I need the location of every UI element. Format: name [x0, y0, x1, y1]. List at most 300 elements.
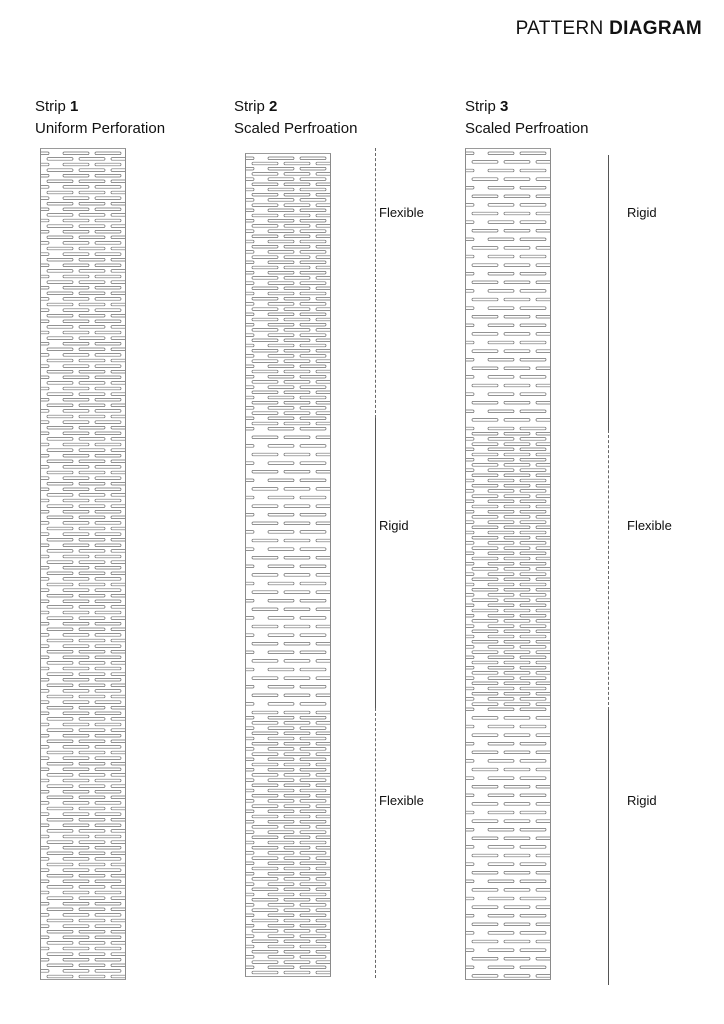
perforation-slot — [466, 573, 474, 576]
perforation-slot — [316, 591, 330, 594]
perforation-slot — [520, 552, 546, 555]
perforation-slot — [316, 422, 330, 425]
perforation-slot — [252, 930, 278, 933]
perforation-slot — [536, 640, 550, 643]
perforation-slot — [47, 303, 73, 306]
strip-3-zone-2-label: Flexible — [627, 518, 672, 533]
perforation-slot — [63, 242, 89, 245]
perforation-slot — [79, 830, 105, 833]
perforation-slot — [47, 740, 73, 743]
perforation-slot — [47, 774, 73, 777]
perforation-slot — [520, 152, 546, 155]
perforation-slot — [472, 692, 498, 695]
perforation-slot — [504, 384, 530, 387]
perforation-slot — [63, 275, 89, 278]
perforation-slot — [488, 562, 514, 565]
perforation-slot — [41, 947, 49, 950]
perforation-slot — [300, 355, 326, 358]
perforation-slot — [488, 625, 514, 628]
perforation-slot — [488, 521, 514, 524]
perforation-slot — [284, 329, 310, 332]
perforation-slot — [520, 594, 546, 597]
perforation-slot — [111, 258, 125, 261]
perforation-slot — [284, 453, 310, 456]
perforation-slot — [504, 651, 530, 654]
perforation-slot — [246, 479, 254, 482]
perforation-slot — [504, 661, 530, 664]
perforation-slot — [300, 188, 326, 191]
perforation-slot — [41, 219, 49, 222]
perforation-slot — [79, 662, 105, 665]
perforation-slot — [41, 197, 49, 200]
perforation-slot — [300, 303, 326, 306]
perforation-slot — [41, 746, 49, 749]
perforation-slot — [47, 628, 73, 631]
perforation-slot — [47, 538, 73, 541]
perforation-slot — [63, 947, 89, 950]
perforation-slot — [284, 193, 310, 196]
perforation-slot — [472, 682, 498, 685]
perforation-slot — [520, 811, 546, 814]
perforation-slot — [111, 426, 125, 429]
perforation-slot — [63, 410, 89, 413]
perforation-slot — [111, 897, 125, 900]
perforation-slot — [252, 950, 278, 953]
perforation-slot — [63, 477, 89, 480]
perforation-slot — [63, 846, 89, 849]
perforation-slot — [41, 678, 49, 681]
perforation-slot — [47, 639, 73, 642]
perforation-slot — [284, 950, 310, 953]
perforation-slot — [246, 375, 254, 378]
perforation-slot — [466, 794, 474, 797]
perforation-slot — [41, 398, 49, 401]
perforation-slot — [300, 703, 326, 706]
perforation-slot — [111, 751, 125, 754]
perforation-slot — [63, 746, 89, 749]
perforation-slot — [41, 690, 49, 693]
perforation-slot — [300, 167, 326, 170]
perforation-slot — [472, 599, 498, 602]
perforation-slot — [41, 970, 49, 973]
perforation-slot — [284, 826, 310, 829]
perforation-slot — [300, 779, 326, 782]
perforation-slot — [316, 245, 330, 248]
perforation-slot — [300, 668, 326, 671]
perforation-slot — [536, 837, 550, 840]
perforation-slot — [284, 422, 310, 425]
perforation-slot — [504, 785, 530, 788]
perforation-slot — [300, 209, 326, 212]
perforation-slot — [316, 225, 330, 228]
perforation-slot — [95, 813, 121, 816]
perforation-slot — [79, 930, 105, 933]
perforation-slot — [316, 878, 330, 881]
perforation-slot — [79, 695, 105, 698]
perforation-slot — [111, 718, 125, 721]
perforation-slot — [488, 324, 514, 327]
perforation-slot — [504, 178, 530, 181]
perforation-pattern — [41, 149, 125, 979]
perforation-slot — [79, 158, 105, 161]
perforation-slot — [63, 544, 89, 547]
perforation-slot — [466, 677, 474, 680]
perforation-slot — [472, 384, 498, 387]
perforation-slot — [95, 858, 121, 861]
perforation-slot — [63, 701, 89, 704]
perforation-slot — [520, 666, 546, 669]
perforation-slot — [284, 287, 310, 290]
perforation-slot — [246, 779, 254, 782]
perforation-slot — [284, 753, 310, 756]
perforation-slot — [95, 454, 121, 457]
perforation-slot — [79, 359, 105, 362]
perforation-slot — [95, 398, 121, 401]
perforation-slot — [63, 253, 89, 256]
perforation-slot — [95, 197, 121, 200]
perforation-slot — [246, 251, 254, 254]
perforation-slot — [63, 499, 89, 502]
perforation-slot — [95, 925, 121, 928]
perforation-slot — [488, 698, 514, 701]
perforation-slot — [41, 320, 49, 323]
perforation-slot — [488, 238, 514, 241]
perforation-slot — [488, 552, 514, 555]
perforation-slot — [63, 891, 89, 894]
perforation-slot — [63, 555, 89, 558]
perforation-slot — [466, 458, 474, 461]
perforation-slot — [504, 940, 530, 943]
perforation-slot — [246, 582, 254, 585]
strip-2-subtitle: Scaled Perfroation — [234, 120, 358, 137]
perforation-slot — [63, 488, 89, 491]
perforation-slot — [111, 326, 125, 329]
perforation-slot — [284, 391, 310, 394]
perforation-slot — [63, 589, 89, 592]
perforation-slot — [472, 229, 498, 232]
perforation-slot — [111, 550, 125, 553]
perforation-slot — [536, 609, 550, 612]
perforation-slot — [316, 162, 330, 165]
perforation-slot — [41, 869, 49, 872]
perforation-slot — [95, 387, 121, 390]
perforation-slot — [252, 898, 278, 901]
perforation-slot — [488, 846, 514, 849]
perforation-slot — [268, 893, 294, 896]
perforation-slot — [284, 660, 310, 663]
perforation-slot — [95, 824, 121, 827]
perforation-slot — [246, 344, 254, 347]
perforation-slot — [268, 883, 294, 886]
perforation-slot — [504, 536, 530, 539]
perforation-slot — [284, 919, 310, 922]
perforation-slot — [252, 888, 278, 891]
perforation-slot — [95, 443, 121, 446]
perforation-slot — [300, 956, 326, 959]
perforation-slot — [63, 186, 89, 189]
perforation-slot — [472, 640, 498, 643]
perforation-slot — [246, 768, 254, 771]
perforation-slot — [488, 687, 514, 690]
perforation-slot — [95, 219, 121, 222]
perforation-slot — [111, 158, 125, 161]
perforation-slot — [111, 639, 125, 642]
perforation-slot — [520, 656, 546, 659]
perforation-slot — [252, 556, 278, 559]
perforation-slot — [47, 561, 73, 564]
perforation-slot — [41, 376, 49, 379]
perforation-slot — [95, 208, 121, 211]
perforation-slot — [316, 642, 330, 645]
perforation-slot — [41, 466, 49, 469]
perforation-slot — [268, 841, 294, 844]
perforation-slot — [246, 313, 254, 316]
perforation-slot — [246, 758, 254, 761]
perforation-slot — [520, 255, 546, 258]
perforation-slot — [472, 651, 498, 654]
perforation-slot — [536, 367, 550, 370]
perforation-slot — [268, 323, 294, 326]
perforation-slot — [63, 298, 89, 301]
perforation-slot — [111, 830, 125, 833]
perforation-slot — [111, 561, 125, 564]
perforation-slot — [63, 466, 89, 469]
perforation-slot — [47, 919, 73, 922]
perforation-slot — [246, 282, 254, 285]
perforation-slot — [95, 589, 121, 592]
perforation-slot — [472, 661, 498, 664]
perforation-slot — [488, 479, 514, 482]
perforation-slot — [284, 339, 310, 342]
perforation-slot — [488, 949, 514, 952]
perforation-slot — [504, 505, 530, 508]
perforation-slot — [316, 909, 330, 912]
perforation-slot — [246, 703, 254, 706]
perforation-slot — [47, 594, 73, 597]
perforation-slot — [284, 266, 310, 269]
perforation-slot — [111, 281, 125, 284]
perforation-slot — [284, 898, 310, 901]
perforation-slot — [41, 533, 49, 536]
perforation-slot — [246, 651, 254, 654]
perforation-slot — [466, 152, 474, 155]
perforation-slot — [472, 281, 498, 284]
perforation-slot — [316, 277, 330, 280]
perforation-slot — [316, 930, 330, 933]
perforation-slot — [47, 975, 73, 978]
perforation-slot — [79, 583, 105, 586]
perforation-slot — [79, 572, 105, 575]
perforation-slot — [252, 522, 278, 525]
perforation-slot — [284, 162, 310, 165]
perforation-slot — [536, 957, 550, 960]
perforation-slot — [472, 568, 498, 571]
perforation-slot — [466, 272, 474, 275]
perforation-slot — [472, 495, 498, 498]
perforation-slot — [268, 344, 294, 347]
perforation-slot — [95, 701, 121, 704]
perforation-slot — [252, 774, 278, 777]
perforation-slot — [47, 292, 73, 295]
perforation-slot — [300, 716, 326, 719]
perforation-slot — [472, 195, 498, 198]
perforation-slot — [47, 852, 73, 855]
perforation-slot — [41, 230, 49, 233]
perforation-slot — [488, 777, 514, 780]
perforation-slot — [79, 494, 105, 497]
perforation-slot — [63, 398, 89, 401]
perforation-slot — [41, 645, 49, 648]
perforation-slot — [47, 169, 73, 172]
perforation-slot — [63, 533, 89, 536]
perforation-slot — [488, 542, 514, 545]
perforation-slot — [63, 645, 89, 648]
perforation-slot — [268, 261, 294, 264]
perforation-slot — [466, 358, 474, 361]
perforation-slot — [284, 774, 310, 777]
perforation-slot — [246, 396, 254, 399]
perforation-slot — [95, 242, 121, 245]
perforation-slot — [252, 235, 278, 238]
perforation-slot — [472, 975, 498, 978]
perforation-slot — [284, 225, 310, 228]
perforation-slot — [466, 376, 474, 379]
perforation-slot — [466, 897, 474, 900]
perforation-slot — [284, 940, 310, 943]
page-title — [516, 18, 702, 40]
perforation-slot — [79, 393, 105, 396]
perforation-slot — [316, 505, 330, 508]
perforation-slot — [41, 522, 49, 525]
perforation-slot — [252, 401, 278, 404]
perforation-slot — [300, 893, 326, 896]
perforation-slot — [41, 902, 49, 905]
perforation-slot — [246, 810, 254, 813]
strip-2-zone-1-line — [375, 148, 376, 418]
perforation-slot — [246, 496, 254, 499]
perforation-slot — [41, 846, 49, 849]
perforation-slot — [246, 748, 254, 751]
perforation-slot — [41, 622, 49, 625]
perforation-slot — [316, 677, 330, 680]
perforation-slot — [536, 599, 550, 602]
perforation-slot — [268, 292, 294, 295]
perforation-slot — [488, 932, 514, 935]
perforation-slot — [268, 800, 294, 803]
perforation-slot — [284, 235, 310, 238]
perforation-slot — [504, 350, 530, 353]
perforation-slot — [79, 225, 105, 228]
perforation-slot — [111, 706, 125, 709]
perforation-slot — [47, 247, 73, 250]
perforation-slot — [268, 365, 294, 368]
perforation-slot — [316, 794, 330, 797]
perforation-slot — [268, 789, 294, 792]
perforation-slot — [111, 449, 125, 452]
perforation-slot — [246, 271, 254, 274]
perforation-slot — [246, 924, 254, 927]
perforation-slot — [488, 393, 514, 396]
perforation-slot — [252, 574, 278, 577]
perforation-slot — [466, 469, 474, 472]
perforation-slot — [268, 531, 294, 534]
perforation-slot — [79, 908, 105, 911]
perforation-slot — [79, 404, 105, 407]
perforation-slot — [504, 195, 530, 198]
perforation-slot — [63, 611, 89, 614]
perforation-slot — [246, 565, 254, 568]
perforation-slot — [300, 251, 326, 254]
perforation-slot — [472, 871, 498, 874]
perforation-slot — [95, 488, 121, 491]
perforation-slot — [252, 225, 278, 228]
perforation-slot — [504, 630, 530, 633]
perforation-slot — [268, 872, 294, 875]
perforation-slot — [41, 936, 49, 939]
perforation-slot — [504, 578, 530, 581]
perforation-slot — [284, 930, 310, 933]
perforation-slot — [488, 341, 514, 344]
perforation-slot — [488, 438, 514, 441]
perforation-slot — [41, 286, 49, 289]
perforation-slot — [79, 482, 105, 485]
perforation-slot — [316, 370, 330, 373]
perforation-slot — [488, 646, 514, 649]
perforation-slot — [246, 292, 254, 295]
perforation-slot — [466, 427, 474, 430]
perforation-slot — [300, 758, 326, 761]
perforation-slot — [79, 863, 105, 866]
strip-3-number: 3 — [500, 98, 509, 115]
perforation-slot — [466, 863, 474, 866]
perforation-slot — [316, 235, 330, 238]
perforation-slot — [41, 275, 49, 278]
perforation-slot — [536, 443, 550, 446]
perforation-slot — [252, 753, 278, 756]
perforation-slot — [268, 417, 294, 420]
perforation-slot — [252, 360, 278, 363]
perforation-slot — [316, 318, 330, 321]
perforation-slot — [47, 673, 73, 676]
perforation-slot — [95, 690, 121, 693]
perforation-slot — [47, 583, 73, 586]
perforation-slot — [63, 320, 89, 323]
perforation-slot — [472, 367, 498, 370]
perforation-slot — [284, 711, 310, 714]
perforation-slot — [268, 445, 294, 448]
perforation-slot — [95, 253, 121, 256]
perforation-slot — [284, 349, 310, 352]
perforation-slot — [111, 314, 125, 317]
perforation-slot — [111, 415, 125, 418]
perforation-slot — [488, 725, 514, 728]
perforation-slot — [284, 318, 310, 321]
perforation-slot — [300, 230, 326, 233]
perforation-slot — [79, 874, 105, 877]
perforation-slot — [520, 186, 546, 189]
perforation-slot — [472, 516, 498, 519]
perforation-slot — [520, 614, 546, 617]
perforation-slot — [111, 673, 125, 676]
perforation-slot — [284, 642, 310, 645]
perforation-slot — [536, 505, 550, 508]
perforation-slot — [79, 953, 105, 956]
perforation-slot — [111, 247, 125, 250]
perforation-slot — [79, 303, 105, 306]
perforation-slot — [63, 690, 89, 693]
perforation-slot — [536, 495, 550, 498]
perforation-slot — [41, 488, 49, 491]
